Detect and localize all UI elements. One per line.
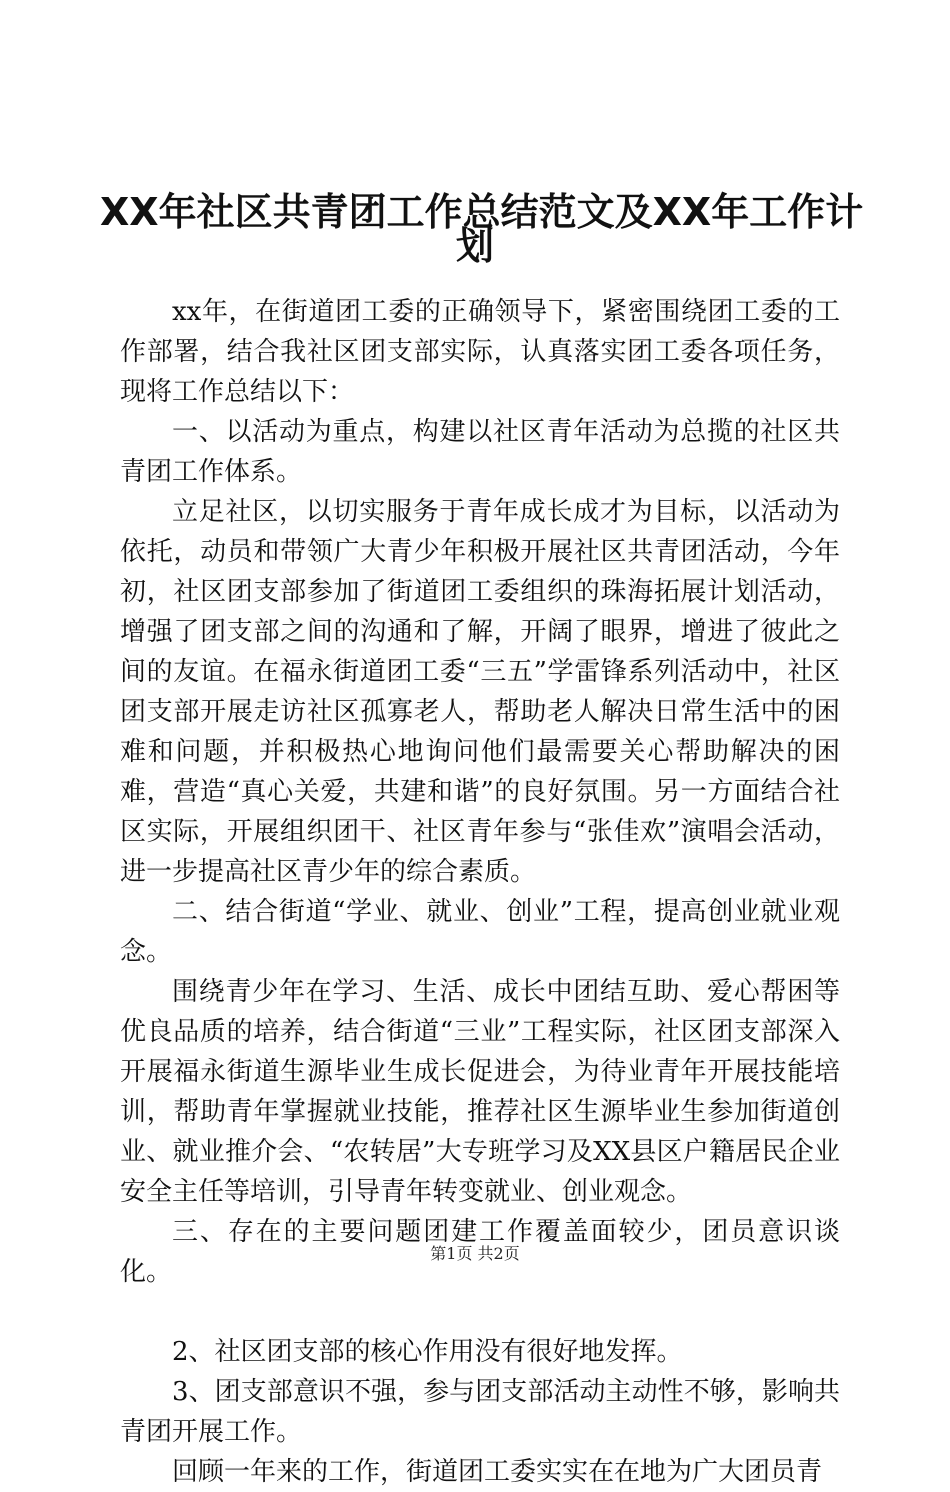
paragraph-heading-1: 一、以活动为重点，构建以社区青年活动为总揽的社区共青团工作体系。: [120, 417, 840, 487]
paragraph-heading-3: 三、存在的主要问题团建工作覆盖面较少，团员意识谈化。: [120, 1217, 840, 1287]
blank-line: [120, 1292, 840, 1332]
paragraph-issue-3: 3、团支部意识不强，参与团支部活动主动性不够，影响共青团开展工作。: [120, 1377, 840, 1447]
paragraph-activities: 立足社区，以切实服务于青年成长成才为目标，以活动为依托，动员和带领广大青少年积极开展社区共青团活动，今年初，社区团支部参加了街道团工委组织的珠海拓展计划活动，增强了团支部之间的沟通和了解，开阔了眼界，增进了彼此之间的友谊。在福永街道团工委“三五”学雷锋系列活动中，社区团支部开展走访社区孤寡老人，帮助老人解决日常生活中的困难和问题，并积极热心地询问他们最需要关心帮助解决的困难，营造“真心关爱，共建和谐”的良好氛围。另一方面结合社区实际，开展组织团干、社区青年参与“张佳欢”演唱会活动，进一步提高社区青少年的综合素质。: [120, 497, 840, 887]
document-title-line1: XX年社区共青团工作总结范文及XX年工作计: [100, 190, 864, 234]
page-footer: 第1页 共2页: [430, 1244, 520, 1263]
paragraph-issue-2: 2、社区团支部的核心作用没有很好地发挥。: [172, 1337, 683, 1367]
paragraph-review: 回顾一年来的工作，街道团工委实实在在地为广大团员青: [172, 1457, 823, 1487]
paragraph-heading-2: 二、结合街道“学业、就业、创业”工程，提高创业就业观念。: [120, 897, 840, 967]
document-title-line2: 划: [455, 224, 494, 268]
paragraph-employment: 围绕青少年在学习、生活、成长中团结互助、爱心帮困等优良品质的培养，结合街道“三业”工程实际，社区团支部深入开展福永街道生源毕业生成长促进会，为待业青年开展技能培训，帮助青年掌握就业技能，推荐社区生源毕业生参加街道创业、就业推介会、“农转居”大专班学习及XX县区户籍居民企业安全主任等培训，引导青年转变就业、创业观念。: [120, 977, 840, 1207]
paragraph-intro: xx年，在街道团工委的正确领导下，紧密围绕团工委的工作部署，结合我社区团支部实际，认真落实团工委各项任务，现将工作总结以下：: [120, 297, 840, 407]
document-body: [120, 292, 840, 1492]
